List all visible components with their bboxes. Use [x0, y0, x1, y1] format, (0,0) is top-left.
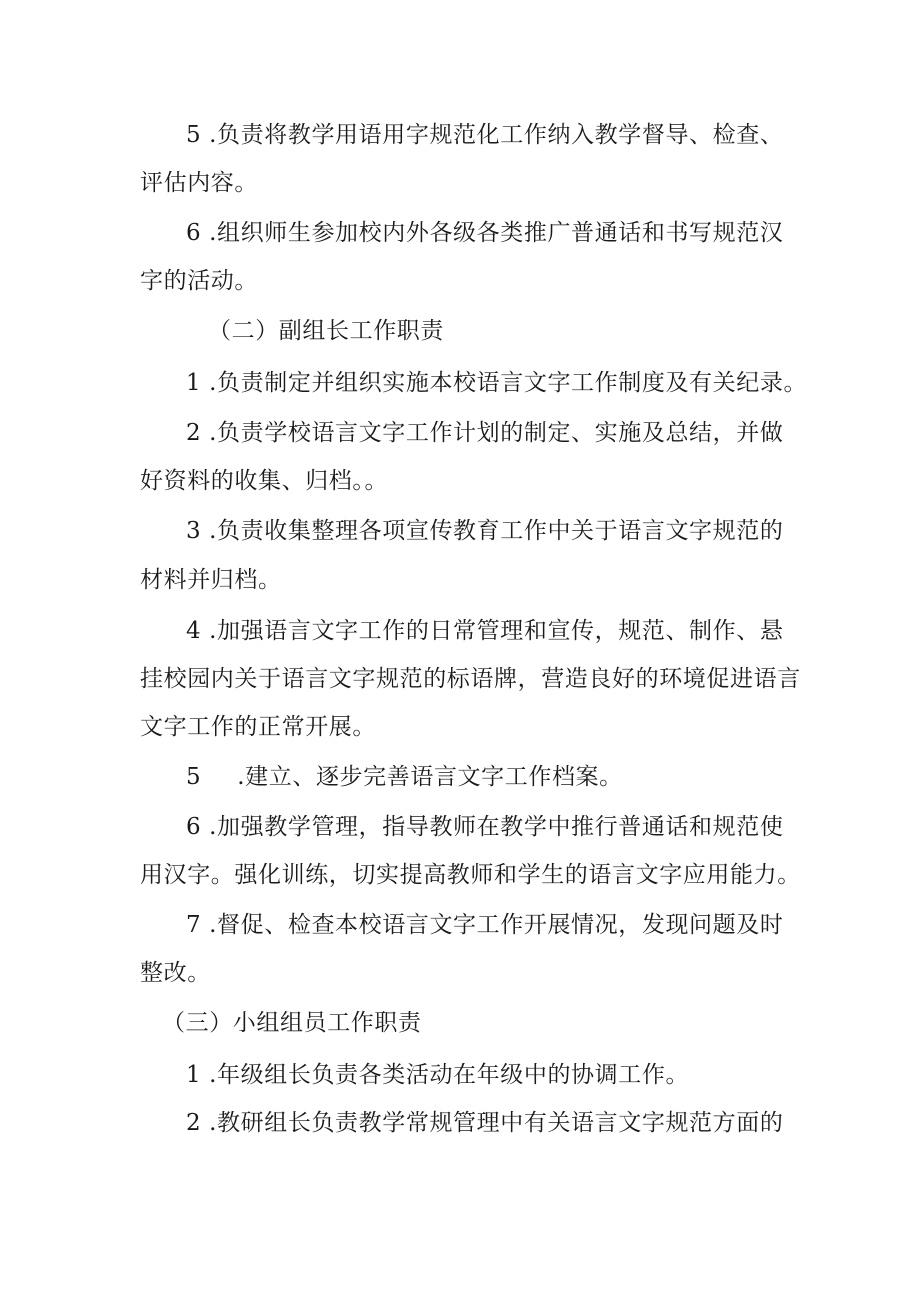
- paragraph-line: 评估内容。: [140, 170, 258, 196]
- paragraph-line: 挂校园内关于语言文字规范的标语牌，营造良好的环境促进语言: [140, 666, 801, 692]
- paragraph-line: 7 .督促、检查本校语言文字工作开展情况，发现问题及时: [186, 912, 784, 938]
- item-number: 5: [186, 764, 202, 790]
- paragraph-line: 4 .加强语言文字工作的日常管理和宣传，规范、制作、悬: [186, 618, 784, 644]
- paragraph-line: [186, 762, 846, 792]
- paragraph-line: 好资料的收集、归档。。: [140, 468, 389, 494]
- paragraph-line: 材料并归档。: [140, 567, 282, 593]
- section-heading: （三）小组组员工作职责: [162, 1010, 422, 1036]
- paragraph-line: 2 .教研组长负责教学常规管理中有关语言文字规范方面的: [186, 1110, 784, 1136]
- paragraph-line: 2 .负责学校语言文字工作计划的制定、实施及总结，并做: [186, 420, 784, 446]
- section-heading: （二）副组长工作职责: [208, 318, 444, 344]
- paragraph-line: 3 .负责收集整理各项宣传教育工作中关于语言文字规范的: [186, 518, 784, 544]
- paragraph-line: 5 .负责将教学用语用字规范化工作纳入教学督导、检查、: [186, 122, 784, 148]
- item-text: .建立、逐步完善语言文字工作档案。: [237, 764, 623, 790]
- paragraph-line: 1 .负责制定并组织实施本校语言文字工作制度及有关纪录。: [186, 370, 808, 396]
- paragraph-line: 1 .年级组长负责各类活动在年级中的协调工作。: [186, 1062, 690, 1088]
- paragraph-line: 整改。: [140, 960, 211, 986]
- paragraph-line: 字的活动。: [140, 268, 258, 294]
- paragraph-line: 用汉字。强化训练，切实提高教师和学生的语言文字应用能力。: [140, 862, 801, 888]
- paragraph-line: 6 .组织师生参加校内外各级各类推广普通话和书写规范汉: [186, 220, 784, 246]
- paragraph-line: 文字工作的正常开展。: [140, 714, 376, 740]
- paragraph-line: 6 .加强教学管理，指导教师在教学中推行普通话和规范使: [186, 814, 784, 840]
